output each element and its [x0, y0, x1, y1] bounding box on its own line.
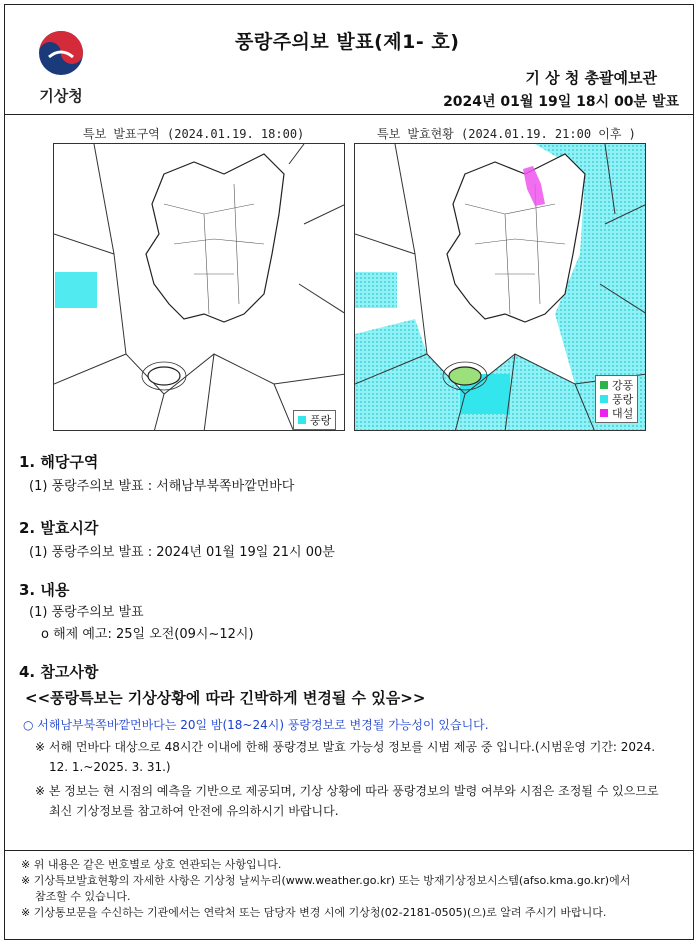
logo-text: 기상청: [39, 87, 83, 105]
section-4-title: 4. 참고사항: [19, 663, 99, 681]
left-map: [53, 143, 345, 431]
section-1-item: (1) 풍랑주의보 발표 : 서해남부북쪽바깥먼바다: [29, 479, 295, 494]
note-2-line-a: ※ 본 정보는 현 시점의 예측을 기반으로 제공되며, 기상 상황에 따라 풍랑경보의 발령 여부와 시점은 조정될 수 있으므로: [35, 784, 659, 798]
footer-line-3: ※ 기상통보문을 수신하는 기관에서는 연락처 또는 담당자 변경 시에 기상청(02-2181-0505)(으)로 알려 주시기 바랍니다.: [21, 906, 607, 919]
page-title: 풍랑주의보 발표(제1- 호): [235, 31, 460, 53]
kma-emblem-icon: [31, 27, 91, 83]
legend-label: 풍랑: [310, 414, 332, 427]
legend-label: 강풍: [612, 379, 634, 392]
section-3-title: 3. 내용: [19, 581, 70, 599]
note-1-line-a: ※ 서해 먼바다 대상으로 48시간 이내에 한해 풍랑경보 발효 가능성 정보를 시범 제공 중 입니다.(시범운영 기간: 2024.: [35, 740, 656, 754]
footer-line-1: ※ 위 내용은 같은 번호별로 상호 연관되는 사항입니다.: [21, 858, 282, 871]
note-2-line-b: 최신 기상정보를 참고하여 안전에 유의하시기 바랍니다.: [49, 804, 339, 818]
section-3-sub: o 해제 예고: 25일 오전(09시~12시): [41, 627, 254, 642]
legend-swatch: [298, 416, 306, 424]
footer-line-2b: 참조할 수 있습니다.: [35, 890, 131, 903]
right-map-legend: [595, 375, 638, 423]
legend-swatch: [600, 395, 608, 403]
document-frame: [4, 4, 694, 940]
legend-swatch: [600, 381, 608, 389]
right-map-caption: 특보 발효현황 (2024.01.19. 21:00 이후 ): [377, 127, 636, 141]
legend-item: [600, 392, 633, 406]
note-1-line-b: 12. 1.~2025. 3. 31.): [49, 760, 171, 774]
note-1: [35, 737, 685, 777]
legend-item: [600, 378, 633, 392]
notice-line: <<풍랑특보는 기상상황에 따라 긴박하게 변경될 수 있음>>: [25, 689, 426, 707]
section-3-item: (1) 풍랑주의보 발표: [29, 605, 144, 620]
left-map-drawing: [54, 144, 345, 431]
legend-item: [600, 406, 633, 420]
header: [5, 5, 693, 115]
legend-item: [298, 413, 331, 427]
section-1-title: 1. 해당구역: [19, 453, 99, 471]
section-2-item: (1) 풍랑주의보 발표 : 2024년 01월 19일 21시 00분: [29, 545, 335, 560]
issuer: 기 상 청 총괄예보관: [525, 69, 657, 87]
left-map-caption: 특보 발표구역 (2024.01.19. 18:00): [83, 127, 305, 141]
footer: [21, 857, 691, 921]
note-2: [35, 781, 685, 821]
legend-label: 풍랑: [612, 393, 634, 406]
warning-possibility: ○ 서해남부북쪽바깥먼바다는 20일 밤(18~24시) 풍랑경보로 변경될 가능성이 있습니다.: [23, 718, 489, 732]
footer-divider: [5, 850, 693, 851]
footer-line-2a: ※ 기상특보발효현황의 자세한 사항은 기상청 날씨누리(www.weather.go.kr) 또는 방재기상정보시스템(afso.kma.go.kr)에서: [21, 874, 631, 887]
legend-label: 대설: [612, 407, 634, 420]
section-2-title: 2. 발효시각: [19, 519, 99, 537]
kma-logo: [31, 27, 91, 107]
legend-swatch: [600, 409, 608, 417]
issued-time: 2024년 01월 19일 18시 00분 발표: [443, 94, 679, 110]
left-map-legend: [293, 410, 336, 430]
